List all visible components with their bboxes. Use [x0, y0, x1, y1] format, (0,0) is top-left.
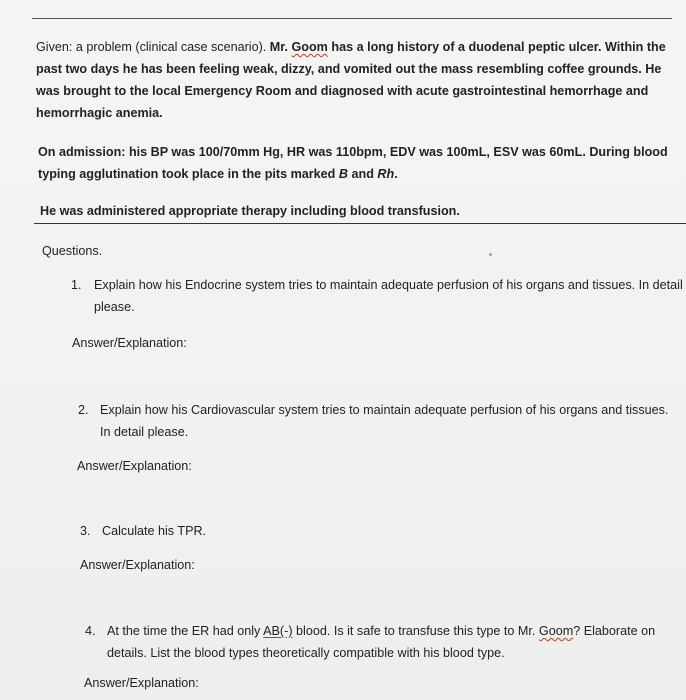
agglutination-b: B: [338, 167, 348, 181]
question-text-a: At the time the ER had only: [107, 624, 264, 638]
question-text: [107, 620, 677, 664]
therapy-statement: He was administered appropriate therapy including blood transfusion.: [40, 204, 460, 218]
answer-label: Answer/Explanation:: [84, 676, 199, 690]
admission-end: .: [394, 167, 398, 181]
answer-label: Answer/Explanation:: [77, 459, 192, 473]
question-text: Calculate his TPR.: [102, 524, 207, 538]
admission-text: On admission: his BP was 100/70mm Hg, HR was 110bpm, EDV was 100mL, ESV was 60mL. During blood typing agglutination took place in the pits marked: [38, 145, 668, 181]
patient-name: Goom: [538, 624, 574, 638]
question-number: 3.: [80, 524, 91, 538]
question-text-c: ? Elaborate on details. List the blood types theoretically compatible with his blood type.: [107, 624, 656, 660]
question-number: 4.: [85, 624, 96, 638]
answer-label: Answer/Explanation:: [80, 558, 195, 572]
patient-name: Goom: [291, 40, 328, 54]
questions-heading: Questions.: [42, 244, 103, 258]
stray-mark: [489, 253, 492, 256]
answer-label: Answer/Explanation:: [72, 336, 187, 350]
question-number: 1.: [71, 278, 82, 292]
case-intro: [36, 36, 676, 124]
admission-details: [38, 141, 678, 185]
middle-divider: [34, 223, 686, 224]
case-intro-rest: has a long history of a duodenal peptic ulcer. Within the past two days he has been feeling weak, dizzy, and vomited out the mass resembling coffee grounds. He was brought to the local Emergency Room and diagnosed with acute gastrointestinal hemorrhage and hemorrhagic anemia.: [36, 40, 666, 120]
question-text: Explain how his Endocrine system tries to maintain adequate perfusion of his organs and tissues. In detail please.: [94, 278, 683, 314]
question-text-b: blood. Is it safe to transfuse this type to Mr.: [292, 624, 539, 638]
top-divider: [32, 18, 672, 19]
admission-and: and: [348, 167, 378, 181]
question-text: Explain how his Cardiovascular system tries to maintain adequate perfusion of his organs and tissues. In detail please.: [100, 403, 669, 439]
question-number: 2.: [78, 403, 89, 417]
case-intro-name: Mr.: [269, 40, 292, 54]
agglutination-rh: Rh: [377, 167, 395, 181]
blood-type-ab-neg: AB(-): [263, 624, 293, 638]
case-intro-lead: Given: a problem (clinical case scenario).: [36, 40, 270, 54]
